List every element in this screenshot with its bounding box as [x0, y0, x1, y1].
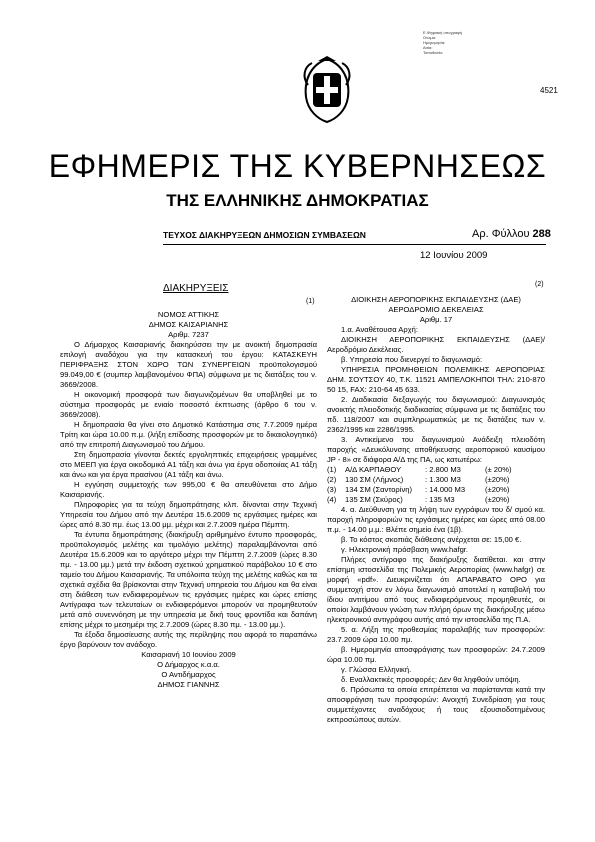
fuel-table-cell: (3): [327, 485, 337, 494]
fuel-table-cell: (2): [327, 475, 337, 484]
paragraph: 5. α. Λήξη της προθεσμίας παραλαβής των προσφορών: 23.7.2009 ώρα 10.00 πμ.: [327, 625, 545, 644]
stamp-line: Αιτία:: [423, 45, 433, 50]
sheet-number-block: [472, 228, 551, 240]
digital-signature-stamp: [423, 30, 483, 55]
fuel-table-row: [327, 475, 545, 485]
stamp-line: Ονομα:: [423, 35, 437, 40]
paragraph: 2. Διαδικασία διεξαγωγής του διαγωνισμού: Διαγωνισμός ανοικτής πλειοδοτικής διαδικασίας σύμφωνα με τις διατάξεις του πδ. 118/2007 και συμπληρωματικώς με τις διατάξεις των ν. 2362/1995 και 2286/1995.: [327, 395, 545, 434]
fuel-table-cell: 130 ΣΜ (Λήμνος): [345, 475, 404, 484]
notice-1-prefecture: ΝΟΜΟΣ ΑΤΤΙΚΗΣ: [157, 310, 220, 319]
sheet-label: Αρ. Φύλλου: [472, 228, 530, 240]
fuel-table-cell: : 1.300 Μ3: [425, 475, 461, 484]
notice-1-sign-place-date: Καισαριανή 10 Ιουνίου 2009: [141, 650, 236, 659]
notice-2-airport: ΑΕΡΟΔΡΟΜΙΟ ΔΕΚΕΛΕΙΑΣ: [388, 305, 484, 314]
fuel-table-row: [327, 465, 545, 475]
notice-2-body-a: [327, 325, 545, 465]
fuel-table-cell: : 135 Μ3: [425, 495, 455, 504]
section-heading: ΔΙΑΚΗΡΥΞΕΙΣ: [163, 283, 229, 294]
paragraph: 1.α. Αναθέτουσα Αρχή:: [341, 325, 418, 334]
paragraph: 6. Πρόσωπα τα οποία επιτρέπεται να παρίστανται κατά την αποσφράγιση των προσφορών: Ανοιχτή Συνεδρίαση για τους συμμετέχοντες αναδόχους ή τους εξουσιοδοτημένους εκπροσώπους αυτών.: [327, 685, 545, 724]
paragraph: β. Ημερομηνία αποσφράγισης των προσφορών: 24.7.2009 ώρα 10.00 πμ.: [327, 645, 545, 664]
stamp-line: Ημερομηνία:: [423, 40, 446, 45]
fuel-table-cell: : 2.800 Μ3: [425, 465, 461, 474]
paragraph: Τα έξοδα δημοσίευσης αυτής της περίληψης που αφορά το παραπάνω έργο βαρύνουν τον ανάδοχο.: [60, 630, 317, 649]
paragraph: γ. Γλώσσα Ελληνική.: [341, 665, 412, 674]
paragraph: 3. Αντικείμενο του διαγωνισμού Ανάδειξη πλειοδότη παροχής «Δευκόλυνσης αποθήκευσης αεροπορικού καυσίμου JP - 8» σε διάφορα Α/Δ της ΠΑ, ως κατωτέρω:: [327, 435, 545, 464]
notice-1-marker: (1): [306, 298, 315, 305]
notice-2-authority: ΔΙΟΙΚΗΣΗ ΑΕΡΟΠΟΡΙΚΗΣ ΕΚΠΑΙΔΕΥΣΗΣ (ΔΑΕ): [351, 295, 521, 304]
notice-1-municipality: ΔΗΜΟΣ ΚΑΙΣΑΡΙΑΝΗΣ: [148, 320, 229, 329]
notice-1-sign-role-1: Ο Δήμαρχος κ.α.α.: [157, 660, 220, 669]
fuel-table: [327, 465, 545, 505]
fuel-table-cell: (±20%): [485, 485, 510, 494]
notice-1-sign-role-2: Ο Αντιδήμαρχος: [161, 670, 216, 679]
notice-1: [60, 310, 317, 690]
sheet-number: 288: [532, 228, 551, 240]
issue-type: ΤΕΥΧΟΣ ΔΙΑΚΗΡΥΞΕΩΝ ΔΗΜΟΣΙΩΝ ΣΥΜΒΑΣΕΩΝ: [163, 230, 366, 240]
paragraph: Πληροφορίες για τα τεύχη δημοπράτησης κλπ. δίνονται στην Τεχνική Υπηρεσία του Δήμου από την Δευτέρα 15.6.2009 τις εργάσιμες ημέρες και ώρες από 8.30 πμ. έως 13.00 μμ. μέχρι και 2.7.2009 ημέρα Πέμπτη.: [60, 500, 317, 529]
paragraph: Η δημοπρασία θα γίνει στο Δημοτικό Κατάστημα στις 7.7.2009 ημέρα Τρίτη και ώρα 10.00 π.μ. (λήξη επίδοσης προσφορών με το δικαιολογητικό) από την επιτροπή Διαγωνισμού του Δήμου.: [60, 420, 317, 449]
fuel-table-cell: (±20%): [485, 495, 510, 504]
notice-2-marker: (2): [535, 281, 544, 288]
paragraph: β. Το κόστος σκοπιάς διάθεσης ανέρχεται σε: 15,00 €.: [341, 535, 522, 544]
notice-2-body-b: [327, 505, 545, 725]
fuel-table-cell: (4): [327, 495, 337, 504]
fuel-table-cell: (±20%): [485, 475, 510, 484]
paragraph: Η εγγύηση συμμετοχής των 995,00 € θα απευθύνεται στο Δήμο Καισαριανής.: [60, 480, 317, 499]
fuel-table-row: [327, 485, 545, 495]
paragraph: Πλήρες αντίγραφο της διακήρυξης διατίθεται. και στην επίσημη ιστοσελίδα της Πολεμικής Αεροπορίας (www.hafgr) σε μορφή «pdf». Διευκρινίζεται ότι ΑΠΑΡΑΒΑΤΟ ΟΡΟ για συμμετοχή στον εν λόγω διαγωνισμό αποτελεί η καταβολή του ίδιου αντιτίμου από τους ενδιαφερόμενους προμηθευτές, οι οποίοι λαμβάνουν γνώση των πλήρη όρων της διακήρυξης μέσω ηλεκτρονικού αντιγράφου αυτής από την ιστοσελίδα της Π.Α.: [327, 555, 545, 624]
paragraph: β. Υπηρεσία που διενεργεί το διαγωνισμό:: [341, 355, 483, 364]
notice-1-number: Αριθμ. 7237: [168, 330, 209, 339]
paragraph: Ο Δήμαρχος Καισαριανής διακηρύσσει την με ανοικτή δημοπρασία επιλογή αναδόχου για την κατασκευή του έργου: ΚΑΤΑΣΚΕΥΗ ΠΕΡΙΦΡΑΞΗΣ ΣΤΟΝ ΧΩΡΟ ΤΩΝ ΣΥΝΕΡΓΕΙΩΝ προϋπολογισμού 99.049,00 € (συμπερ λαμβανομένου ΦΠΑ) σύμφωνα με τις διατάξεις του ν. 3669/2008.: [60, 340, 317, 389]
gazette-subtitle: ΤΗΣ ΕΛΛΗΝΙΚΗΣ ΔΗΜΟΚΡΑΤΙΑΣ: [166, 191, 429, 210]
notice-1-sign-name: ΔΗΜΟΣ ΓΙΑΝΝΗΣ: [157, 680, 220, 689]
paragraph: ΥΠΗΡΕΣΙΑ ΠΡΟΜΗΘΕΙΩΝ ΠΟΛΕΜΙΚΗΣ ΑΕΡΟΠΟΡΙΑΣ ΔΗΜ. ΣΟΥΤΣΟΥ 40, Τ.Κ. 11521 ΑΜΠΕΛΟΚΗΠΟΙ ΤΗΛ: 210-870 50 15, FAX: 210-64 45 633.: [327, 365, 545, 394]
paragraph: γ. Ηλεκτρονική πρόσβαση www.hafgr.: [341, 545, 469, 554]
issue-date: 12 Ιουνίου 2009: [420, 250, 488, 261]
fuel-table-cell: Α/Δ ΚΑΡΠΑΘΟΥ: [345, 465, 402, 474]
paragraph: 4. α. Διεύθυνση για τη λήψη των εγγράφων του δ/ σμού κα. παροχή πληροφοριών τις εργάσιμες ημέρες και ώρες από 08.00 π.μ. - 14.00 μ.μ.: Βλέπε σημείο ένα (1β).: [327, 505, 545, 534]
paragraph: δ. Εναλλακτικές προσφορές: Δεν θα ληφθούν υπόψη.: [341, 675, 521, 684]
stamp-line: Τοποθεσία:: [423, 50, 443, 55]
paragraph: Η οικονομική προσφορά των διαγωνιζομένων θα υποβληθεί με το σύστημα προσφοράς με ενιαίο ποσοστό έκπτωσης (άρθρο 6 του ν. 3669/2008).: [60, 390, 317, 419]
paragraph: ΔΙΟΙΚΗΣΗ ΑΕΡΟΠΟΡΙΚΗΣ ΕΚΠΑΙΔΕΥΣΗΣ (ΔΑΕ)/Αεροδρόμιο Δεκέλειας.: [327, 335, 545, 354]
notice-2-number: Αριθμ. 17: [419, 315, 453, 324]
fuel-table-cell: (± 20%): [485, 465, 512, 474]
fuel-table-row: [327, 495, 545, 505]
fuel-table-cell: 134 ΣΜ (Σαντορίνη): [345, 485, 412, 494]
header-divider: [163, 244, 546, 245]
notice-1-body: [60, 340, 317, 650]
paragraph: Τα έντυπα δημοπράτησης (διακήρυξη αριθμημένο έντυπο προσφοράς, προϋπολογισμός μελέτης και τιμολόγιο μελέτης) παραλαμβάνονται από Δευτέρα 15.6.2009 και το αργότερο μέχρι την Πέμπτη 2.7.2009 (ώρες 8.30 πμ. - 13.00 μμ.) μετά την έκδοση σχετικού χρηματικού παράβολου 10 € στο ταμείο του Δήμου Καισαριανής. Τα υπόλοιπα τεύχη της μελέτης καθώς και τα σχετικά σχέδια θα βρίσκονται στην Τεχνική υπηρεσία του Δήμου και θα είναι στη διάθεση των ενδιαφερομένων τις εργάσιμες ημέρες και ώρες επίσης Αντίγραφα των τελευταίων οι ενδιαφερόμενοι μπορούν να προμηθευτούν μετά από συνεννόηση με την υπηρεσία με δική τους φροντίδα και δαπάνη επίσης μέχρι το μεσημέρι της 2.7.2009 (ώρες 8.30 πμ. - 13.00 μμ.).: [60, 530, 317, 629]
paragraph: Στη δημοπρασία γίνονται δεκτές εργοληπτικές επιχειρήσεις γραμμένες στο ΜΕΕΠ για έργα οικοδομικά Α1 τάξη και άνω για έργα οδοποιίας Α1 τάξη και άνω και για έργα πρασίνου (Α1 τάξη και άνω.: [60, 450, 317, 479]
fuel-table-cell: 135 ΣΜ (Σκύρος): [345, 495, 403, 504]
fuel-table-cell: : 14.000 Μ3: [425, 485, 466, 494]
greek-coat-of-arms-emblem: [298, 55, 356, 125]
stamp-line: Ε.Ψηφιακή υπογραφή: [423, 30, 462, 35]
fuel-table-cell: (1): [327, 465, 337, 474]
notice-2: [327, 295, 545, 725]
page-number: 4521: [540, 86, 558, 95]
gazette-title: ΕΦΗΜΕΡΙΣ ΤΗΣ ΚΥΒΕΡΝΗΣΕΩΣ: [48, 148, 547, 184]
